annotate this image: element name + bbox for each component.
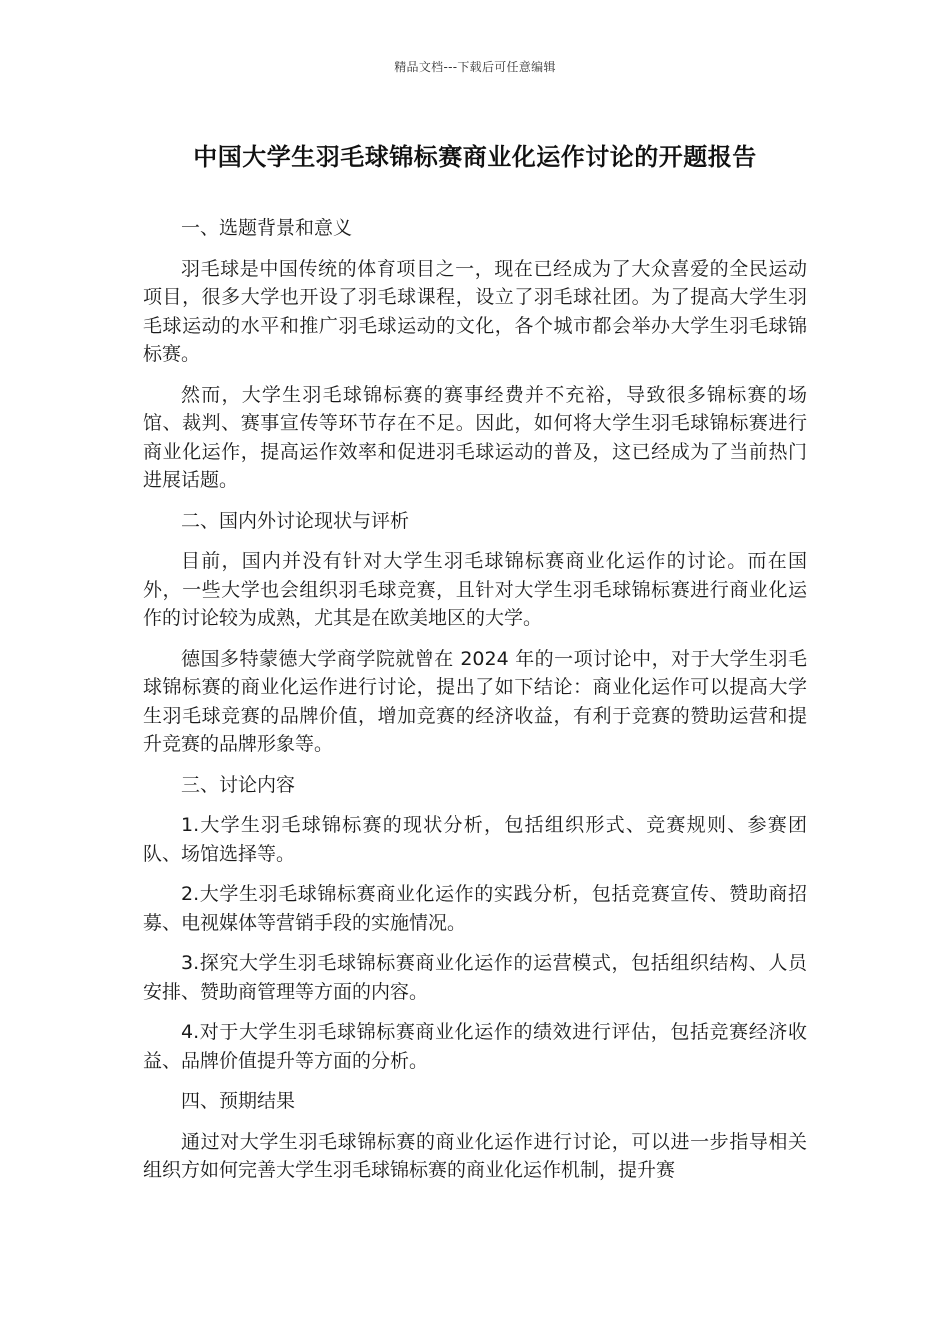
document-title: 中国大学生羽毛球锦标赛商业化运作讨论的开题报告 <box>193 143 757 171</box>
paragraph: 目前，国内并没有针对大学生羽毛球锦标赛商业化运作的讨论。而在国外，一些大学也会组织羽毛球竞赛，且针对大学生羽毛球锦标赛进行商业化运作的讨论较为成熟，尤其是在欧美地区的大学。 <box>143 550 807 629</box>
header-note: 精品文档---下载后可任意编辑 <box>394 60 556 74</box>
list-item: 4.对于大学生羽毛球锦标赛商业化运作的绩效进行评估，包括竞赛经济收益、品牌价值提升等方面的分析。 <box>143 1021 807 1072</box>
section-heading-expected-results: 四、预期结果 <box>181 1090 296 1112</box>
list-item: 3.探究大学生羽毛球锦标赛商业化运作的运营模式，包括组织结构、人员安排、赞助商管理等方面的内容。 <box>143 952 807 1003</box>
paragraph: 然而，大学生羽毛球锦标赛的赛事经费并不充裕，导致很多锦标赛的场馆、裁判、赛事宣传等环节存在不足。因此，如何将大学生羽毛球锦标赛进行商业化运作，提高运作效率和促进羽毛球运动的普及，这已经成为了当前热门进展话题。 <box>143 383 807 491</box>
document-body <box>143 214 807 1197</box>
section-heading-background: 一、选题背景和意义 <box>181 217 353 239</box>
paragraph: 德国多特蒙德大学商学院就曾在 2024 年的一项讨论中，对于大学生羽毛球锦标赛的商业化运作进行讨论，提出了如下结论：商业化运作可以提高大学生羽毛球竞赛的品牌价值，增加竞赛的经济收益，有利于竞赛的赞助运营和提升竞赛的品牌形象等。 <box>143 647 807 755</box>
paragraph: 通过对大学生羽毛球锦标赛的商业化运作进行讨论，可以进一步指导相关组织方如何完善大学生羽毛球锦标赛的商业化运作机制，提升赛 <box>143 1130 807 1181</box>
paragraph: 羽毛球是中国传统的体育项目之一，现在已经成为了大众喜爱的全民运动项目，很多大学也开设了羽毛球课程，设立了羽毛球社团。为了提高大学生羽毛球运动的水平和推广羽毛球运动的文化，各个城市都会举办大学生羽毛球锦标赛。 <box>143 257 807 365</box>
section-heading-research-status: 二、国内外讨论现状与评析 <box>181 509 410 532</box>
list-item: 2.大学生羽毛球锦标赛商业化运作的实践分析，包括竞赛宣传、赞助商招募、电视媒体等营销手段的实施情况。 <box>143 883 807 934</box>
list-item: 1.大学生羽毛球锦标赛的现状分析，包括组织形式、竞赛规则、参赛团队、场馆选择等。 <box>143 814 807 865</box>
section-heading-content: 三、讨论内容 <box>181 773 296 796</box>
